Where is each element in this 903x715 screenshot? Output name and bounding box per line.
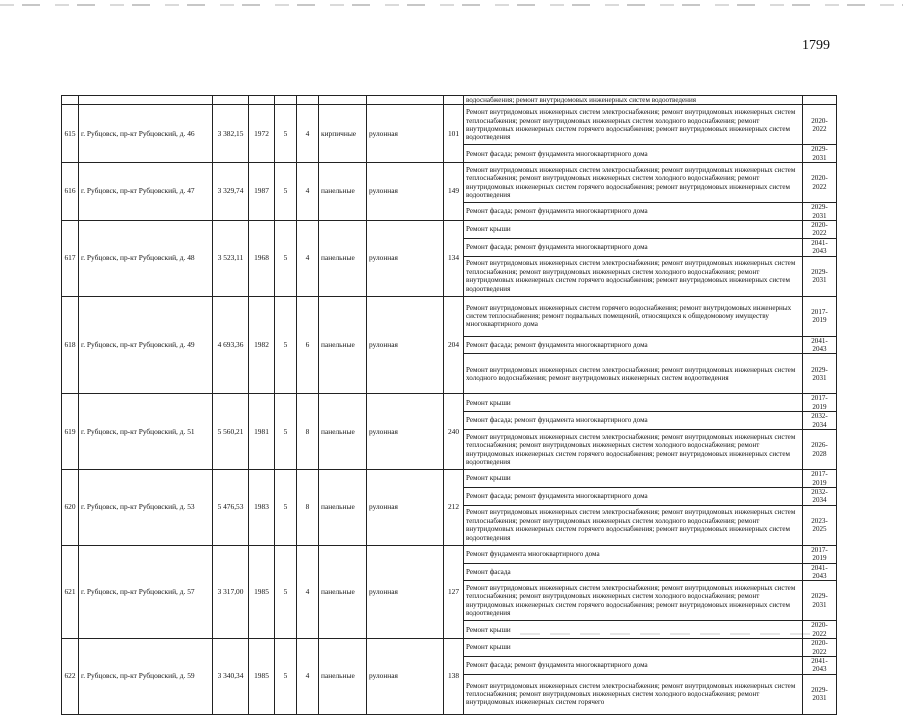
cell-work-type: Ремонт внутридомовых инженерных систем электроснабжения; ремонт внутридомовых инженерных систем теплоснабжения; ремонт внутридомовых инженерных систем холодного водоснабжения; ремонт внутридомовых инженерных систем горячего водоснабжения; ремонт внутридомовых инженерных систем водоотведения	[464, 430, 803, 470]
cell-empty	[444, 96, 464, 105]
table-row	[62, 545, 837, 563]
cell-count: 127	[444, 545, 464, 638]
cell-roof-type: рулонная	[367, 470, 444, 546]
cell-floors: 5	[275, 221, 297, 297]
cell-empty	[213, 96, 249, 105]
cell-work-type: Ремонт внутридомовых инженерных систем электроснабжения; ремонт внутридомовых инженерных систем холодного водоснабжения; ремонт внутридомовых инженерных систем водоотведения	[464, 354, 803, 394]
scan-artifact-top	[0, 4, 903, 6]
cell-build-year: 1968	[249, 221, 275, 297]
cell-work-type: Ремонт внутридомовых инженерных систем электроснабжения; ремонт внутридомовых инженерных систем теплоснабжения; ремонт внутридомовых инженерных систем холодного водоснабжения; ремонт внутридомовых инженерных систем горячего водоснабжения; ремонт внутридомовых инженерных систем водоотведения	[464, 105, 803, 145]
cell-floors: 5	[275, 163, 297, 221]
cell-total-area: 4 693,36	[213, 296, 249, 394]
table-row	[62, 394, 837, 412]
cell-count: 101	[444, 105, 464, 163]
cell-roof-type: рулонная	[367, 163, 444, 221]
page-number: 1799	[802, 38, 830, 53]
cell-period: 2032-2034	[803, 487, 837, 505]
cell-empty	[79, 96, 213, 105]
cell-period: 2017-2019	[803, 470, 837, 488]
cell-work-type: Ремонт фундамента многоквартирного дома	[464, 545, 803, 563]
cell-period: 2017-2019	[803, 394, 837, 412]
cell-floors: 5	[275, 296, 297, 394]
cell-count: 204	[444, 296, 464, 394]
cell-empty	[297, 96, 319, 105]
cell-period: 2032-2034	[803, 412, 837, 430]
cell-entrances: 4	[297, 545, 319, 638]
cell-empty	[367, 96, 444, 105]
cell-period: 2020-2022	[803, 639, 837, 657]
cell-period: 2020-2022	[803, 621, 837, 639]
table-row	[62, 221, 837, 239]
cell-roof-type: рулонная	[367, 639, 444, 715]
table-row	[62, 105, 837, 145]
cell-address: г. Рубцовск, пр-кт Рубцовский, д. 48	[79, 221, 213, 297]
cell-count: 212	[444, 470, 464, 546]
cell-record-number: 618	[62, 296, 79, 394]
cell-work-type: Ремонт фасада; ремонт фундамента многоквартирного дома	[464, 238, 803, 256]
cell-work-type: Ремонт внутридомовых инженерных систем электроснабжения; ремонт внутридомовых инженерных систем теплоснабжения; ремонт внутридомовых инженерных систем холодного водоснабжения; ремонт внутридомовых инженерных систем горячего водоснабжения; ремонт внутридомовых инженерных систем водоотведения	[464, 581, 803, 621]
cell-count: 240	[444, 394, 464, 470]
cell-wall-material: панельные	[319, 221, 367, 297]
cell-entrances: 4	[297, 105, 319, 163]
cell-count: 138	[444, 639, 464, 715]
table-row	[62, 296, 837, 336]
cell-period: 2020-2022	[803, 105, 837, 145]
cell-work-type: Ремонт внутридомовых инженерных систем электроснабжения; ремонт внутридомовых инженерных систем теплоснабжения; ремонт внутридомовых инженерных систем холодного водоснабжения; ремонт внутридомовых инженерных систем горячего водоснабжения; ремонт внутридомовых инженерных систем водоотведения	[464, 256, 803, 296]
cell-build-year: 1972	[249, 105, 275, 163]
cell-wall-material: панельные	[319, 545, 367, 638]
cell-address: г. Рубцовск, пр-кт Рубцовский, д. 57	[79, 545, 213, 638]
cell-period: 2029-2031	[803, 674, 837, 714]
cell-wall-material: панельные	[319, 470, 367, 546]
cell-count: 149	[444, 163, 464, 221]
cell-work-type: Ремонт фасада	[464, 563, 803, 581]
cell-wall-material: панельные	[319, 163, 367, 221]
cell-total-area: 3 317,00	[213, 545, 249, 638]
cell-total-area: 5 476,53	[213, 470, 249, 546]
table-row-continuation	[62, 96, 837, 105]
cell-period: 2029-2031	[803, 354, 837, 394]
cell-period: 2017-2019	[803, 545, 837, 563]
cell-period: 2020-2022	[803, 221, 837, 239]
table-row	[62, 639, 837, 657]
cell-wall-material: панельные	[319, 296, 367, 394]
cell-work-type: Ремонт крыши	[464, 621, 803, 639]
cell-record-number: 622	[62, 639, 79, 715]
cell-work-type: Ремонт фасада; ремонт фундамента многоквартирного дома	[464, 412, 803, 430]
cell-period: 2029-2031	[803, 203, 837, 221]
cell-work-type: Ремонт фасада; ремонт фундамента многоквартирного дома	[464, 203, 803, 221]
cell-roof-type: рулонная	[367, 221, 444, 297]
cell-floors: 5	[275, 394, 297, 470]
cell-work-type: Ремонт крыши	[464, 639, 803, 657]
cell-record-number: 616	[62, 163, 79, 221]
cell-period: 2041-2043	[803, 336, 837, 354]
cell-work-type: Ремонт фасада; ремонт фундамента многоквартирного дома	[464, 145, 803, 163]
cell-empty	[249, 96, 275, 105]
cell-record-number: 621	[62, 545, 79, 638]
cell-roof-type: рулонная	[367, 296, 444, 394]
cell-period: 2041-2043	[803, 238, 837, 256]
cell-roof-type: рулонная	[367, 545, 444, 638]
table-row	[62, 163, 837, 203]
cell-period: 2029-2031	[803, 145, 837, 163]
cell-period: 2041-2043	[803, 656, 837, 674]
cell-work-type: Ремонт фасада; ремонт фундамента многоквартирного дома	[464, 656, 803, 674]
cell-build-year: 1987	[249, 163, 275, 221]
cell-period: 2020-2022	[803, 163, 837, 203]
cell-build-year: 1981	[249, 394, 275, 470]
cell-period	[803, 96, 837, 105]
cell-build-year: 1985	[249, 639, 275, 715]
cell-address: г. Рубцовск, пр-кт Рубцовский, д. 46	[79, 105, 213, 163]
cell-address: г. Рубцовск, пр-кт Рубцовский, д. 49	[79, 296, 213, 394]
cell-build-year: 1985	[249, 545, 275, 638]
cell-address: г. Рубцовск, пр-кт Рубцовский, д. 51	[79, 394, 213, 470]
cell-entrances: 4	[297, 163, 319, 221]
table-row	[62, 470, 837, 488]
capital-repair-register-table	[61, 95, 837, 715]
cell-total-area: 3 523,11	[213, 221, 249, 297]
cell-floors: 5	[275, 639, 297, 715]
cell-work-type: Ремонт крыши	[464, 470, 803, 488]
cell-empty	[275, 96, 297, 105]
cell-entrances: 4	[297, 639, 319, 715]
cell-record-number: 617	[62, 221, 79, 297]
cell-address: г. Рубцовск, пр-кт Рубцовский, д. 59	[79, 639, 213, 715]
cell-work-type: Ремонт внутридомовых инженерных систем электроснабжения; ремонт внутридомовых инженерных систем теплоснабжения; ремонт внутридомовых инженерных систем холодного водоснабжения; ремонт внутридомовых инженерных систем горячего водоснабжения; ремонт внутридомовых инженерных систем водоотведения	[464, 505, 803, 545]
cell-record-number: 615	[62, 105, 79, 163]
cell-work-type: Ремонт крыши	[464, 394, 803, 412]
cell-entrances: 4	[297, 221, 319, 297]
cell-wall-material: панельные	[319, 639, 367, 715]
table-body	[62, 96, 837, 715]
cell-entrances: 8	[297, 394, 319, 470]
cell-total-area: 3 340,34	[213, 639, 249, 715]
cell-period: 2026-2028	[803, 430, 837, 470]
cell-work-type: Ремонт внутридомовых инженерных систем электроснабжения; ремонт внутридомовых инженерных систем теплоснабжения; ремонт внутридомовых инженерных систем холодного водоснабжения; ремонт внутридомовых инженерных систем горячего водоснабжения; ремонт внутридомовых инженерных систем водоотведения	[464, 163, 803, 203]
cell-total-area: 3 329,74	[213, 163, 249, 221]
cell-count: 134	[444, 221, 464, 297]
cell-period: 2017-2019	[803, 296, 837, 336]
cell-wall-material: панельные	[319, 394, 367, 470]
cell-work-type: Ремонт фасада; ремонт фундамента многоквартирного дома	[464, 487, 803, 505]
cell-build-year: 1982	[249, 296, 275, 394]
cell-wall-material: кирпичные	[319, 105, 367, 163]
cell-entrances: 8	[297, 470, 319, 546]
cell-record-number: 619	[62, 394, 79, 470]
cell-work-type: Ремонт внутридомовых инженерных систем горячего водоснабжения; ремонт внутридомовых инженерных систем теплоснабжения; ремонт подвальных помещений, относящихся к общедомовому имуществу многоквартирного дома	[464, 296, 803, 336]
cell-work-type: Ремонт внутридомовых инженерных систем электроснабжения; ремонт внутридомовых инженерных систем теплоснабжения; ремонт внутридомовых инженерных систем холодного водоснабжения; ремонт внутридомовых инженерных систем горячего	[464, 674, 803, 714]
cell-address: г. Рубцовск, пр-кт Рубцовский, д. 53	[79, 470, 213, 546]
cell-total-area: 3 382,15	[213, 105, 249, 163]
cell-record-number: 620	[62, 470, 79, 546]
cell-floors: 5	[275, 470, 297, 546]
cell-address: г. Рубцовск, пр-кт Рубцовский, д. 47	[79, 163, 213, 221]
cell-entrances: 6	[297, 296, 319, 394]
cell-total-area: 5 560,21	[213, 394, 249, 470]
cell-floors: 5	[275, 105, 297, 163]
cell-roof-type: рулонная	[367, 394, 444, 470]
cell-work-type: водоснабжения; ремонт внутридомовых инженерных систем водоотведения	[464, 96, 803, 105]
cell-roof-type: рулонная	[367, 105, 444, 163]
cell-period: 2029-2031	[803, 581, 837, 621]
cell-build-year: 1983	[249, 470, 275, 546]
cell-work-type: Ремонт фасада; ремонт фундамента многоквартирного дома	[464, 336, 803, 354]
cell-floors: 5	[275, 545, 297, 638]
cell-empty	[62, 96, 79, 105]
cell-period: 2029-2031	[803, 256, 837, 296]
cell-period: 2023-2025	[803, 505, 837, 545]
cell-empty	[319, 96, 367, 105]
cell-work-type: Ремонт крыши	[464, 221, 803, 239]
cell-period: 2041-2043	[803, 563, 837, 581]
